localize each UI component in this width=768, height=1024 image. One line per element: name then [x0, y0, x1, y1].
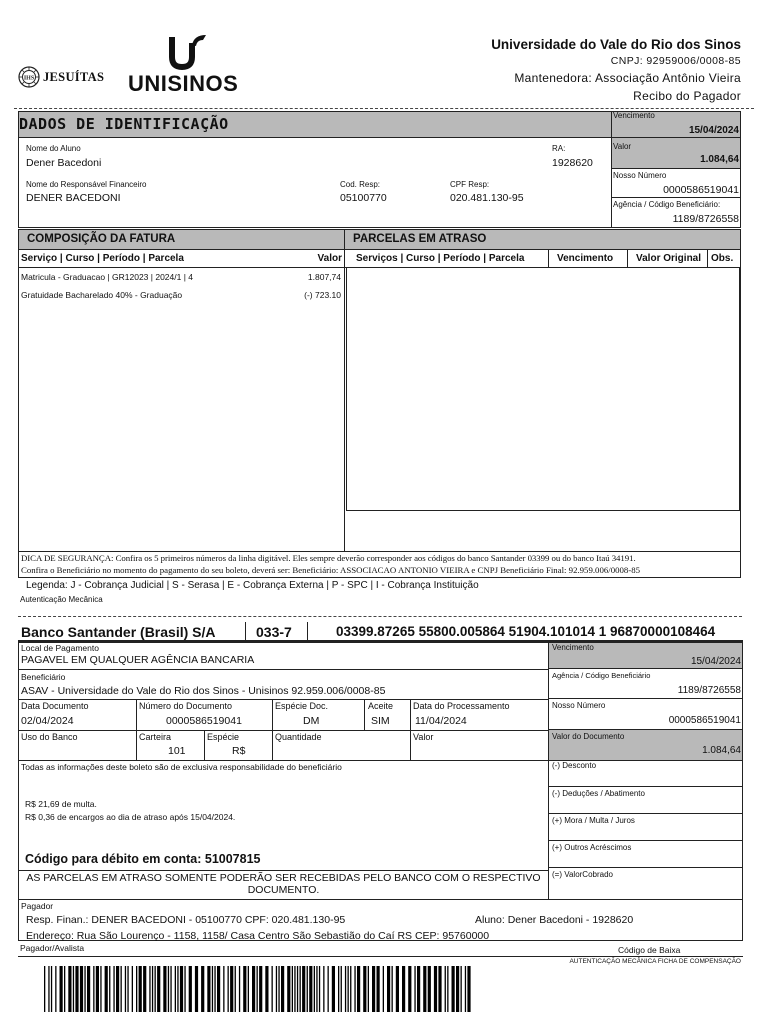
parcelas-col-vencimento: Vencimento [557, 253, 614, 264]
barcode-bar [377, 966, 380, 1012]
side-nosso-numero-value: 0000586519041 [663, 184, 739, 196]
barcode-bar [235, 966, 236, 1012]
instrucao-multa: R$ 21,69 de multa. [25, 799, 97, 809]
university-name: Universidade do Vale do Rio dos Sinos [491, 37, 741, 52]
barcode-bar [230, 966, 233, 1012]
data-processamento-label: Data do Processamento [413, 701, 510, 711]
barcode-bar [87, 966, 90, 1012]
barcode-bar [152, 966, 153, 1012]
barcode-bar [248, 966, 249, 1012]
identificacao-title: DADOS DE IDENTIFICAÇÃO [19, 115, 229, 133]
beneficiario-value: ASAV - Universidade do Vale do Rio dos Sinos - Unisinos 92.959.006/0008-85 [21, 685, 386, 697]
barcode-bar [180, 966, 183, 1012]
banco-nome: Banco Santander (Brasil) S/A [21, 624, 216, 640]
barcode-bar [363, 966, 366, 1012]
aceite-value: SIM [371, 715, 390, 727]
identificacao-header [18, 111, 612, 138]
barcode-bar [207, 966, 210, 1012]
boleto-vencimento-label: Vencimento [552, 643, 594, 652]
barcode-bar [73, 966, 74, 1012]
parcelas-col-valor-original: Valor Original [636, 253, 702, 264]
carteira-value: 101 [168, 745, 186, 757]
composicao-row-1-valor: 1.807,74 [307, 272, 341, 282]
barcode-bar [121, 966, 122, 1012]
header-info [491, 36, 741, 105]
barcode-bar [350, 966, 351, 1012]
barcode-bar [177, 966, 178, 1012]
barcode-bar [297, 966, 298, 1012]
barcode-bar [201, 966, 204, 1012]
jesuitas-text: JESUÍTAS [43, 70, 105, 84]
beneficiario-label: Beneficiário [21, 672, 66, 682]
autenticacao-mecanica: Autenticação Mecânica [20, 595, 103, 604]
unisinos-logo [128, 33, 238, 95]
barcode-bar [341, 966, 342, 1012]
mantenedora: Mantenedora: Associação Antônio Vieira [514, 71, 741, 85]
pagador-linha-1: Resp. Finan.: DENER BACEDONI - 05100770 CPF: 020.481.130-95 [26, 914, 346, 926]
barcode-bar [445, 966, 446, 1012]
unisinos-text: UNISINOS [128, 71, 239, 96]
barcode-bar [223, 966, 224, 1012]
cpf-label: CPF Resp: [450, 180, 490, 189]
barcode-bar [252, 966, 255, 1012]
recibo-pagador: Recibo do Pagador [633, 89, 741, 103]
barcode-bar [392, 966, 393, 1012]
barcode-bar [387, 966, 390, 1012]
barcode-bar [372, 966, 375, 1012]
barcode-bar [113, 966, 114, 1012]
desconto-label: (-) Desconto [552, 761, 597, 770]
dica-line-2: Confira o Beneficiário no momento do pagamento do seu boleto, deverá ser: Beneficiário: ASSOCIACAO ANTONIO VIEIRA e CNPJ Beneficiário Final: 92.959.006/0008-85 [21, 565, 641, 575]
barcode-bar [281, 966, 284, 1012]
ra-label: RA: [552, 144, 566, 153]
barcode-bar [383, 966, 384, 1012]
barcode-bar [402, 966, 405, 1012]
mora-label: (+) Mora / Multa / Juros [552, 816, 635, 825]
barcode-bar [265, 966, 268, 1012]
parcelas-title: PARCELAS EM ATRASO [353, 233, 487, 245]
barcode-bar [314, 966, 315, 1012]
barcode-bar [278, 966, 279, 1012]
barcode-bar [294, 966, 295, 1012]
barcode-bar [456, 966, 459, 1012]
side-vencimento-value: 15/04/2024 [688, 125, 739, 136]
barcode-bar [300, 966, 301, 1012]
parcelas-col-servico: Serviços | Curso | Período | Parcela [356, 253, 525, 264]
especie-label: Espécie [207, 732, 240, 742]
barcode-bar [357, 966, 360, 1012]
linha-digitavel: 03399.87265 55800.005864 51904.101014 1 96870000108464 [336, 624, 716, 639]
barcode-bar [175, 966, 176, 1012]
instrucao-encargos: R$ 0,36 de encargos ao dia de atraso após 15/04/2024. [25, 812, 236, 822]
jesuitas-logo [18, 66, 108, 88]
barcode-bar [292, 966, 293, 1012]
barcode-bar [417, 966, 420, 1012]
cpf-value: 020.481.130-95 [450, 192, 524, 204]
barcode-bar [189, 966, 192, 1012]
barcode-bar [257, 966, 258, 1012]
barcode-bar [354, 966, 355, 1012]
autenticacao-ficha: AUTENTICAÇÃO MECÂNICA FICHA DE COMPENSAÇÃO [569, 958, 741, 965]
codigo-baixa-label: Código de Baixa [618, 945, 681, 955]
barcode-bar [195, 966, 198, 1012]
barcode-bar [100, 966, 101, 1012]
data-documento-value: 02/04/2024 [21, 715, 74, 727]
barcode-bar [228, 966, 229, 1012]
jesuitas-seal-icon [18, 66, 40, 88]
composicao-row-2-valor: (-) 723.10 [304, 290, 341, 300]
barcode-bar [109, 966, 110, 1012]
barcode-bar [414, 966, 415, 1012]
barcode-bar [84, 966, 85, 1012]
composicao-title: COMPOSIÇÃO DA FATURA [27, 233, 176, 245]
boleto-nosso-numero-label: Nosso Número [552, 701, 606, 710]
barcode-bar [149, 966, 150, 1012]
numero-documento-value: 0000586519041 [166, 715, 242, 727]
barcode-bar [408, 966, 411, 1012]
parcelas-inner-table [346, 267, 740, 511]
data-processamento-value: 11/04/2024 [415, 715, 467, 727]
barcode-bar [132, 966, 133, 1012]
barcode-bar [75, 966, 78, 1012]
side-agencia-label: Agência / Código Beneficiário: [613, 200, 721, 209]
barcode-bar [323, 966, 324, 1012]
instrucoes-label: Todas as informações deste boleto são de exclusiva responsabilidade do beneficiário [21, 762, 342, 772]
barcode-bar [287, 966, 290, 1012]
pagador-aluno: Aluno: Dener Bacedoni - 1928620 [475, 914, 634, 926]
ra-value: 1928620 [552, 157, 593, 169]
barcode-bar [302, 966, 305, 1012]
university-cnpj: CNPJ: 92959006/0008-85 [610, 55, 741, 67]
uso-banco-label: Uso do Banco [21, 732, 78, 742]
barcode-bar [214, 966, 215, 1012]
barcode-bar [44, 966, 45, 1012]
barcode-bar [345, 966, 346, 1012]
boleto-valor-documento-label: Valor do Documento [552, 732, 625, 741]
barcode-bar [332, 966, 335, 1012]
barcode-bar [276, 966, 277, 1012]
responsavel-value: DENER BACEDONI [26, 192, 121, 204]
local-pagamento-value: PAGAVEL EM QUALQUER AGÊNCIA BANCARIA [21, 654, 255, 666]
especie-doc-value: DM [303, 715, 320, 727]
barcode-bar [423, 966, 426, 1012]
svg-text:IHS: IHS [23, 75, 35, 82]
quantidade-label: Quantidade [275, 732, 322, 742]
aceite-label: Aceite [368, 701, 394, 711]
aviso-parcelas: AS PARCELAS EM ATRASO SOMENTE PODERÃO SER RECEBIDAS PELO BANCO COM O RESPECTIVO DOCUMENTO. [26, 872, 541, 896]
side-valor-value: 1.084,64 [700, 154, 739, 165]
data-documento-label: Data Documento [21, 701, 89, 711]
barcode-bar [136, 966, 137, 1012]
barcode-bar [170, 966, 171, 1012]
barcode-bar [348, 966, 349, 1012]
barcode-bar [60, 966, 63, 1012]
side-vencimento-label: Vencimento [613, 111, 655, 120]
barcode-bar [307, 966, 308, 1012]
barcode-bar [212, 966, 213, 1012]
barcode-bar [105, 966, 108, 1012]
cod-resp-value: 05100770 [340, 192, 387, 204]
boleto-agencia-label: Agência / Código Beneficiário [552, 671, 651, 680]
barcode-bar [68, 966, 71, 1012]
carteira-label: Carteira [139, 732, 172, 742]
barcode-bar [328, 966, 329, 1012]
boleto-agencia-value: 1189/8726558 [677, 685, 741, 696]
boleto-vencimento-value: 15/04/2024 [690, 656, 741, 667]
pagador-label: Pagador [21, 901, 54, 911]
barcode-bar [396, 966, 399, 1012]
barcode-bar [96, 966, 99, 1012]
valor-cobrado-label: (=) ValorCobrado [552, 870, 613, 879]
barcode-bar [155, 966, 156, 1012]
side-agencia-value: 1189/8726558 [672, 213, 739, 225]
numero-documento-label: Número do Documento [139, 701, 233, 711]
barcode-bar [184, 966, 185, 1012]
barcode-bar [55, 966, 56, 1012]
barcode-bar [80, 966, 83, 1012]
barcode-bar [259, 966, 262, 1012]
boleto-valor-documento-value: 1.084,64 [702, 745, 741, 756]
barcode-bar [428, 966, 431, 1012]
dica-line-1: DICA DE SEGURANÇA: Confira os 5 primeiros números da linha digitável. Eles sempre deverão corresponder aos códigos do banco Santander 03399 ou do banco Itaú 34191. [21, 553, 636, 563]
barcode-bar [125, 966, 126, 1012]
unisinos-emblem-icon [166, 33, 216, 71]
barcode-bar [139, 966, 142, 1012]
barcode-bar [452, 966, 455, 1012]
barcode-bar [143, 966, 146, 1012]
barcode-bar [434, 966, 437, 1012]
composicao-row-1-desc: Matricula - Graduacao | GR12023 | 2024/1 | 4 [21, 272, 193, 282]
pagador-avalista-label: Pagador/Avalista [20, 943, 85, 953]
nome-aluno-label: Nome do Aluno [26, 144, 81, 153]
barcode-bar [368, 966, 369, 1012]
barcode-bar [116, 966, 119, 1012]
banco-codigo: 033-7 [256, 624, 292, 640]
barcode-bar [467, 966, 470, 1012]
barcode-bar [48, 966, 49, 1012]
composicao-col-valor: Valor [317, 253, 342, 264]
barcode-bar [127, 966, 128, 1012]
local-pagamento-label: Local de Pagamento [21, 643, 99, 653]
barcode-bar [93, 966, 94, 1012]
responsavel-label: Nome do Responsável Financeiro [26, 180, 147, 189]
barcode-bar [465, 966, 466, 1012]
barcode-bar [461, 966, 462, 1012]
barcode-bar [272, 966, 273, 1012]
barcode-bar [338, 966, 339, 1012]
cod-resp-label: Cod. Resp: [340, 180, 381, 189]
barcode-bar [168, 966, 169, 1012]
barcode-bar [447, 966, 448, 1012]
acrescimos-label: (+) Outros Acréscimos [552, 843, 632, 852]
legenda: Legenda: J - Cobrança Judicial | S - Serasa | E - Cobrança Externa | P - SPC | I - Cobrança Instituição [26, 580, 479, 591]
barcode-bar [51, 966, 52, 1012]
barcode-bar [438, 966, 441, 1012]
composicao-col-servico: Serviço | Curso | Período | Parcela [21, 253, 184, 264]
pagador-linha-2: Endereço: Rua São Lourenço - 1158, 1158/ Casa Centro São Sebastião do Caí RS CEP: 95760000 [26, 930, 490, 942]
especie-doc-label: Espécie Doc. [275, 701, 329, 711]
barcode-bar [163, 966, 166, 1012]
barcode-bar [157, 966, 160, 1012]
especie-value: R$ [232, 745, 246, 757]
composicao-row-2-desc: Gratuidade Bacharelado 40% - Graduação [21, 290, 183, 300]
boleto-nosso-numero-value: 0000586519041 [668, 715, 741, 726]
nome-aluno: Dener Bacedoni [26, 157, 102, 169]
side-valor-label: Valor [613, 142, 632, 151]
codigo-debito: Código para débito em conta: 51007815 [25, 852, 261, 866]
valor-label: Valor [413, 732, 434, 742]
barcode-bar [64, 966, 65, 1012]
side-nosso-numero-label: Nosso Número [613, 171, 667, 180]
deducoes-label: (-) Deduções / Abatimento [552, 789, 645, 798]
barcode-bar [239, 966, 240, 1012]
parcelas-col-obs: Obs. [711, 253, 734, 264]
barcode-bar [243, 966, 246, 1012]
barcode-bar [217, 966, 220, 1012]
barcode-bar [316, 966, 317, 1012]
barcode [44, 966, 474, 1012]
barcode-bar [319, 966, 320, 1012]
barcode-bar [309, 966, 312, 1012]
